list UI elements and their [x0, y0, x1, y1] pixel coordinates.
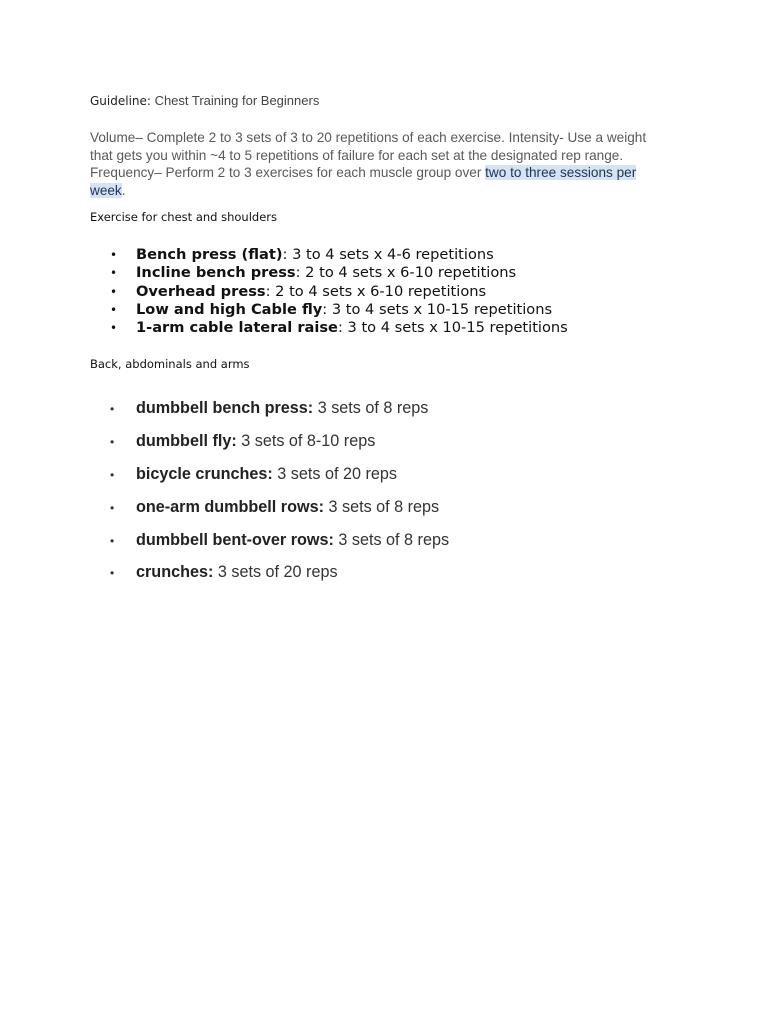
- exercise-name: Overhead press: [136, 282, 266, 300]
- bullet-icon: •: [110, 284, 118, 299]
- list-item: [110, 528, 449, 561]
- exercise-detail: : 3 to 4 sets x 10-15 repetitions: [337, 319, 568, 337]
- list-item: [110, 429, 449, 462]
- guideline-title: Chest Training for Beginners: [154, 93, 320, 108]
- exercise-detail: : 3 to 4 sets x 10-15 repetitions: [322, 300, 553, 318]
- exercise-name: Low and high Cable fly: [136, 300, 323, 318]
- exercise-name: one-arm dumbbell rows:: [136, 497, 324, 516]
- bullet-icon: •: [110, 248, 118, 262]
- exercise-name: dumbbell fly:: [136, 431, 237, 450]
- bullet-icon: •: [110, 467, 115, 482]
- chest-shoulders-list: [110, 246, 568, 337]
- exercise-detail: 3 sets of 8 reps: [313, 399, 429, 417]
- intro-paragraph: [90, 129, 670, 199]
- section-heading-chest-shoulders: Exercise for chest and shoulders: [90, 210, 278, 224]
- list-item: [110, 319, 568, 337]
- highlighted-text: two to three sessions per week: [90, 165, 637, 198]
- back-abs-arms-list: [110, 396, 449, 593]
- bullet-icon: •: [110, 402, 115, 416]
- list-item: [110, 396, 449, 429]
- list-item: [110, 283, 568, 301]
- bullet-icon: •: [110, 266, 118, 281]
- exercise-name: Bench press (flat): [136, 246, 283, 263]
- exercise-name: Incline bench press: [136, 264, 296, 282]
- list-item: [110, 495, 449, 528]
- exercise-name: crunches:: [136, 563, 214, 582]
- list-item: [110, 462, 449, 495]
- bullet-icon: •: [110, 566, 115, 581]
- intro-text: Volume– Complete 2 to 3 sets of 3 to 20 repetitions of each exercise. Intensity- Use a weight that gets you within ~4 to 5 repetitions of failure for each set at the designated rep range. Frequency– Perform 2 to 3 exercises for each muscle group over: [90, 130, 647, 180]
- bullet-icon: •: [110, 302, 118, 317]
- exercise-detail: 3 sets of 8 reps: [323, 497, 440, 516]
- exercise-name: dumbbell bench press:: [136, 399, 314, 417]
- guideline-line: [90, 93, 319, 108]
- list-item: [110, 301, 568, 319]
- guideline-label: Guideline:: [90, 94, 151, 108]
- exercise-detail: 3 sets of 8-10 reps: [236, 431, 376, 450]
- list-item: [110, 264, 568, 282]
- list-item: [110, 246, 568, 264]
- bullet-icon: •: [110, 434, 115, 449]
- exercise-detail: 3 sets of 20 reps: [272, 464, 397, 483]
- bullet-icon: •: [110, 533, 115, 548]
- bullet-icon: •: [110, 500, 115, 515]
- intro-text-end: .: [121, 182, 126, 198]
- list-item: [110, 560, 449, 593]
- exercise-name: dumbbell bent-over rows:: [136, 530, 334, 549]
- bullet-icon: •: [110, 321, 118, 336]
- exercise-name: bicycle crunches:: [136, 464, 273, 483]
- exercise-detail: 3 sets of 20 reps: [213, 563, 338, 582]
- exercise-detail: : 3 to 4 sets x 4-6 repetitions: [282, 246, 494, 263]
- section-heading-back-abs-arms: Back, abdominals and arms: [90, 357, 250, 371]
- exercise-name: 1-arm cable lateral raise: [136, 319, 338, 337]
- exercise-detail: : 2 to 4 sets x 6-10 repetitions: [295, 264, 517, 282]
- exercise-detail: 3 sets of 8 reps: [333, 530, 450, 549]
- exercise-detail: : 2 to 4 sets x 6-10 repetitions: [265, 282, 487, 300]
